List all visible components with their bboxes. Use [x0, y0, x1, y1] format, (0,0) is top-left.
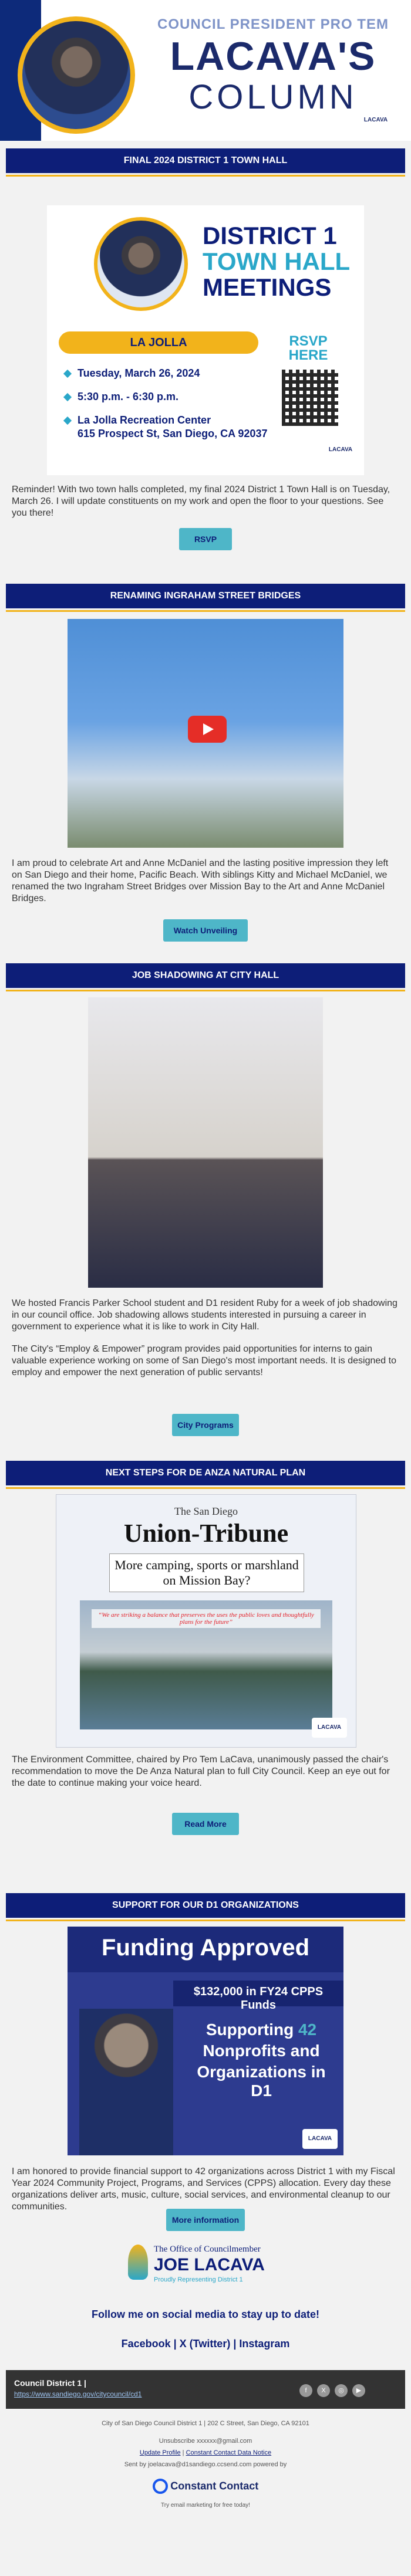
news-masthead-small: The San Diego	[174, 1505, 238, 1517]
news-clipping	[56, 1494, 356, 1748]
footer-contact-title: Council District 1 |	[14, 2378, 86, 2388]
qr-code[interactable]	[282, 370, 338, 426]
bridge-video[interactable]	[68, 619, 343, 848]
social-links: Facebook | X (Twitter) | Instagram	[121, 2338, 290, 2350]
read-more-button[interactable]: Read More	[172, 1813, 239, 1835]
footer-contact-link[interactable]: https://www.sandiego.gov/citycouncil/cd1	[14, 2390, 142, 2398]
section-bar-de-anza: NEXT STEPS FOR DE ANZA NATURAL PLAN	[6, 1461, 405, 1485]
time-item: 5:30 p.m. - 6:30 p.m.	[65, 390, 178, 403]
constant-contact-logo[interactable]	[0, 2479, 411, 2494]
funding-amount: $132,000 in FY24 CPPS Funds	[193, 1985, 324, 2012]
footer-address: City of San Diego Council District 1 | 202 C Street, San Diego, CA 92101	[102, 2420, 309, 2427]
d1-organizations-text: I am honored to provide financial support to 42 organizations across District 1 with my Fiscal Year 2024 Community Project, Programs, and Services (CPPS) allocation. Every day these organizations deliver arts, music, culture, social services, and environmental cleanup to our communities.	[12, 2167, 395, 2212]
location-pill: LA JOLLA	[59, 331, 258, 354]
constant-contact-icon	[153, 2479, 168, 2494]
funding-line-3: Organizations in D1	[197, 2063, 326, 2100]
instagram-link[interactable]: Instagram	[239, 2338, 290, 2350]
youtube-icon[interactable]: ▶	[352, 2384, 365, 2397]
town-hall-title-1: DISTRICT 1	[203, 222, 337, 249]
unsubscribe-link[interactable]: Unsubscribe xxxxxx@gmail.com	[159, 2438, 252, 2445]
play-icon[interactable]	[188, 716, 227, 743]
funding-graphic	[68, 1927, 343, 2155]
funding-line-2: Nonprofits and	[203, 2042, 320, 2060]
facebook-link[interactable]: Facebook	[121, 2338, 171, 2350]
sent-by-text: Sent by joelacava@d1sandiego.ccsend.com powered by	[124, 2461, 287, 2468]
diamond-icon	[63, 370, 72, 378]
constant-contact-tagline: Try email marketing for free today!	[161, 2502, 250, 2509]
more-information-button[interactable]: More information	[166, 2209, 245, 2231]
twitter-icon[interactable]: X	[317, 2384, 330, 2397]
office-logo-icon	[128, 2245, 148, 2280]
follow-text: Follow me on social media to stay up to date!	[91, 2308, 320, 2320]
funding-line-1: Supporting 42	[206, 2020, 317, 2039]
footer-links: Update Profile | Constant Contact Data Notice	[139, 2449, 272, 2456]
header-subtitle: COUNCIL PRESIDENT PRO TEM	[157, 16, 389, 32]
header	[0, 0, 411, 141]
town-hall-graphic	[47, 205, 364, 475]
office-tagline: Proudly Representing District 1	[154, 2276, 243, 2283]
job-shadowing-photo	[88, 997, 323, 1288]
instagram-icon[interactable]: ◎	[335, 2384, 348, 2397]
town-hall-portrait	[94, 217, 188, 311]
councilmember-photo	[79, 2009, 173, 2155]
header-column: COLUMN	[188, 78, 358, 116]
facebook-icon[interactable]: f	[299, 2384, 312, 2397]
section-bar-d1-organizations: SUPPORT FOR OUR D1 ORGANIZATIONS	[6, 1893, 405, 1918]
diamond-icon	[63, 393, 72, 401]
job-shadowing-text-2: The City's “Employ & Empower” program provides paid opportunities for interns to gain valuable experience working on some of San Diego's most important needs. It is designed to employ and empower the next generation of public servants!	[12, 1344, 396, 1377]
venue-item: La Jolla Recreation Center	[65, 414, 211, 426]
news-quote: “We are striking a balance that preserves the uses the public loves and thoughtfully plans for the future”	[92, 1609, 321, 1628]
diamond-icon	[63, 417, 72, 425]
de-anza-text: The Environment Committee, chaired by Pro Tem LaCava, unanimously passed the chair's recommendation to move the De Anza Natural plan to full City Council. Keep an eye out for the date to continue making your voice heard.	[12, 1755, 390, 1788]
date-item: Tuesday, March 26, 2024	[65, 367, 200, 380]
town-hall-text: Reminder! With two town halls completed, my final 2024 District 1 Town Hall is on Tuesday, March 26. I will update constituents on my work and open the floor to your questions. See you there!	[12, 485, 390, 518]
lacava-logo: LACAVA	[302, 2129, 338, 2149]
address-item: 615 Prospect St, San Diego, CA 92037	[78, 428, 268, 439]
lacava-logo: LACAVA	[323, 440, 358, 460]
office-small-text: The Office of Councilmember	[154, 2245, 261, 2254]
town-hall-title-3: MEETINGS	[203, 273, 332, 301]
job-shadowing-text-1: We hosted Francis Parker School student and D1 resident Ruby for a week of job shadowing in our council office. Job shadowing allows students interested in pursuing a career in government to experience what it is like to work in City Hall.	[12, 1298, 397, 1332]
office-name: JOE LACAVA	[154, 2255, 265, 2274]
update-profile-link[interactable]: Update Profile	[139, 2449, 181, 2456]
rsvp-button[interactable]: RSVP	[179, 528, 232, 550]
city-programs-button[interactable]: City Programs	[172, 1414, 239, 1436]
lacava-logo: LACAVA	[312, 1718, 347, 1738]
lacava-logo: LACAVA	[358, 110, 393, 130]
constant-contact-name: Constant Contact	[170, 2480, 259, 2492]
funding-title: Funding Approved	[101, 1935, 310, 1961]
bridges-text: I am proud to celebrate Art and Anne McDaniel and the lasting positive impression they left on San Diego and their home, Pacific Beach. With siblings Kitty and Michael McDaniel, we renamed the two Ingraham Street Bridges over Mission Bay to the Art and Anne McDaniel Bridges.	[12, 858, 389, 903]
news-masthead: Union-Tribune	[123, 1519, 289, 1548]
header-portrait	[18, 16, 135, 134]
office-logo	[117, 2241, 294, 2288]
header-title: LACAVA'S	[170, 34, 376, 79]
section-bar-town-hall: FINAL 2024 DISTRICT 1 TOWN HALL	[6, 148, 405, 173]
rsvp-here-label: RSVP HERE	[288, 333, 328, 363]
section-bar-job-shadowing: JOB SHADOWING AT CITY HALL	[6, 963, 405, 988]
twitter-link[interactable]: X (Twitter)	[179, 2338, 231, 2350]
section-bar-bridges: RENAMING INGRAHAM STREET BRIDGES	[6, 584, 405, 608]
footer-contact-bar	[6, 2370, 405, 2409]
news-headline: More camping, sports or marshland on Mission Bay?	[109, 1553, 304, 1592]
data-notice-link[interactable]: Constant Contact Data Notice	[186, 2449, 272, 2456]
town-hall-title-2: TOWN HALL	[203, 248, 351, 275]
watch-unveiling-button[interactable]: Watch Unveiling	[163, 919, 248, 942]
